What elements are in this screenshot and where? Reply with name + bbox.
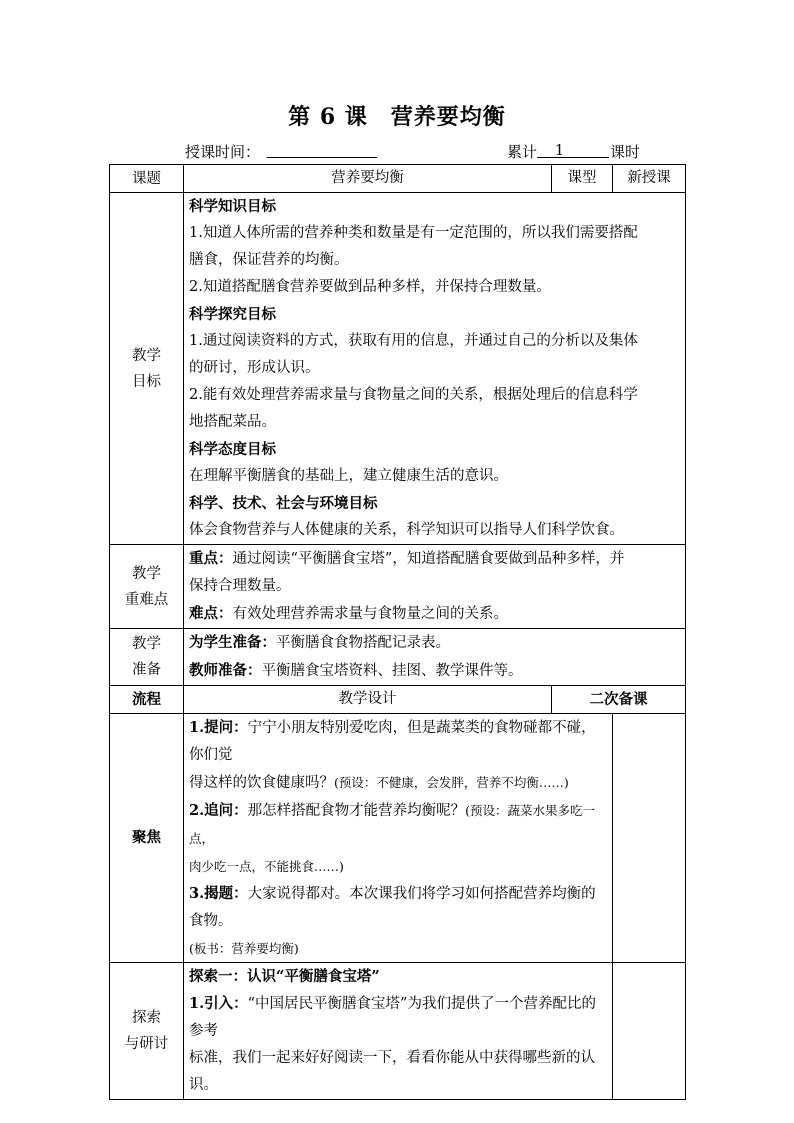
inquiry-item-1b: 的研讨，形成认识。 <box>189 360 320 376</box>
focus-q3-line-2: (板书：营养要均衡) <box>189 941 299 956</box>
explore-p1-line-1: 1.引入：“中国居民平衡膳食宝塔”为我们提供了一个营养配比的参考 <box>189 995 596 1039</box>
type-value: 新授课 <box>613 165 686 193</box>
keypoints-row <box>110 545 686 629</box>
prep-label: 教学 准备 <box>110 629 184 686</box>
explore-second-prep <box>613 963 686 1100</box>
inquiry-item-2b: 地搭配菜品。 <box>189 414 276 430</box>
focus-q1-line-2: 得这样的饮食健康吗？(预设：不健康，会发胖，营养不均衡……) <box>189 775 569 791</box>
attitude-heading: 科学态度目标 <box>189 441 276 458</box>
attitude-item: 在理解平衡膳食的基础上，建立健康生活的意识。 <box>189 468 508 484</box>
page-title: 第 6 课 营养要均衡 <box>288 104 506 130</box>
inquiry-item-1a: 1.通过阅读资料的方式，获取有用的信息，并通过自己的分析以及集体 <box>189 333 638 349</box>
focus-second-prep <box>613 714 686 963</box>
class-time-blank <box>267 157 377 158</box>
topic-value: 营养要均衡 <box>184 165 552 193</box>
class-time-label: 授课时间： <box>185 143 261 161</box>
sts-heading: 科学、技术、社会与环境目标 <box>189 495 378 512</box>
focus-q2-line-2: 肉少吃一点，不能挑食……) <box>189 859 344 874</box>
inquiry-item-2a: 2.能有效处理营养需求量与食物量之间的关系，根据处理后的信息科学 <box>189 387 638 403</box>
design-header: 教学设计 <box>184 686 552 714</box>
goals-row <box>110 193 686 545</box>
lesson-plan-table <box>109 164 686 1100</box>
sts-item: 体会食物营养与人体健康的关系，科学知识可以指导人们科学饮食。 <box>189 522 624 538</box>
total-label: 累计 <box>507 143 538 161</box>
process-header-row <box>110 686 686 714</box>
knowledge-item-1a: 1.知道人体所需的营养种类和数量是有一定范围的，所以我们需要搭配 <box>189 225 638 241</box>
explore-heading: 探索一：认识“平衡膳食宝塔” <box>189 968 380 985</box>
topic-label: 课题 <box>110 165 184 193</box>
goals-label: 教学 目标 <box>110 193 184 545</box>
key-point-line-1: 重点：通过阅读“平衡膳食宝塔”，知道搭配膳食要做到品种多样，并 <box>189 550 625 567</box>
teacher-prep: 教师准备：平衡膳食宝塔资料、挂图、教学课件等。 <box>189 662 523 679</box>
knowledge-item-2: 2.知道搭配膳食营养要做到品种多样，并保持合理数量。 <box>189 279 551 295</box>
period-label: 课时 <box>610 143 641 161</box>
focus-label: 聚焦 <box>110 714 184 963</box>
type-label: 课型 <box>552 165 613 193</box>
focus-q1-line-1: 1.提问：宁宁小朋友特别爱吃肉，但是蔬菜类的食物碰都不碰，你们觉 <box>189 719 596 763</box>
prep-content <box>184 629 686 686</box>
key-point-line-2: 保持合理数量。 <box>189 578 291 594</box>
lesson-meta <box>185 141 670 163</box>
explore-content <box>184 963 613 1100</box>
prep-row <box>110 629 686 686</box>
explore-p1-line-2: 标准，我们一起来好好阅读一下，看看你能从中获得哪些新的认识。 <box>189 1050 595 1093</box>
focus-content <box>184 714 613 963</box>
focus-row <box>110 714 686 963</box>
inquiry-heading: 科学探究目标 <box>189 306 276 323</box>
second-prep-header: 二次备课 <box>552 686 686 714</box>
goals-content <box>184 193 686 545</box>
explore-label: 探索 与研讨 <box>110 963 184 1100</box>
difficulty-line: 难点：有效处理营养需求量与食物量之间的关系。 <box>189 605 508 622</box>
focus-q2-line-1: 2.追问：那怎样搭配食物才能营养均衡呢？(预设：蔬菜水果多吃一点， <box>189 802 596 846</box>
explore-row <box>110 963 686 1100</box>
knowledge-heading: 科学知识目标 <box>189 198 276 215</box>
student-prep: 为学生准备：平衡膳食食物搭配记录表。 <box>189 634 450 651</box>
keypoints-label: 教学 重难点 <box>110 545 184 629</box>
total-value: 1 <box>554 141 565 159</box>
flow-header: 流程 <box>110 686 184 714</box>
focus-q3-line-1: 3.揭题：大家说得都对。本次课我们将学习如何搭配营养均衡的食物。 <box>189 885 596 929</box>
keypoints-content <box>184 545 686 629</box>
knowledge-item-1b: 膳食，保证营养的均衡。 <box>189 252 349 268</box>
topic-row <box>110 165 686 193</box>
